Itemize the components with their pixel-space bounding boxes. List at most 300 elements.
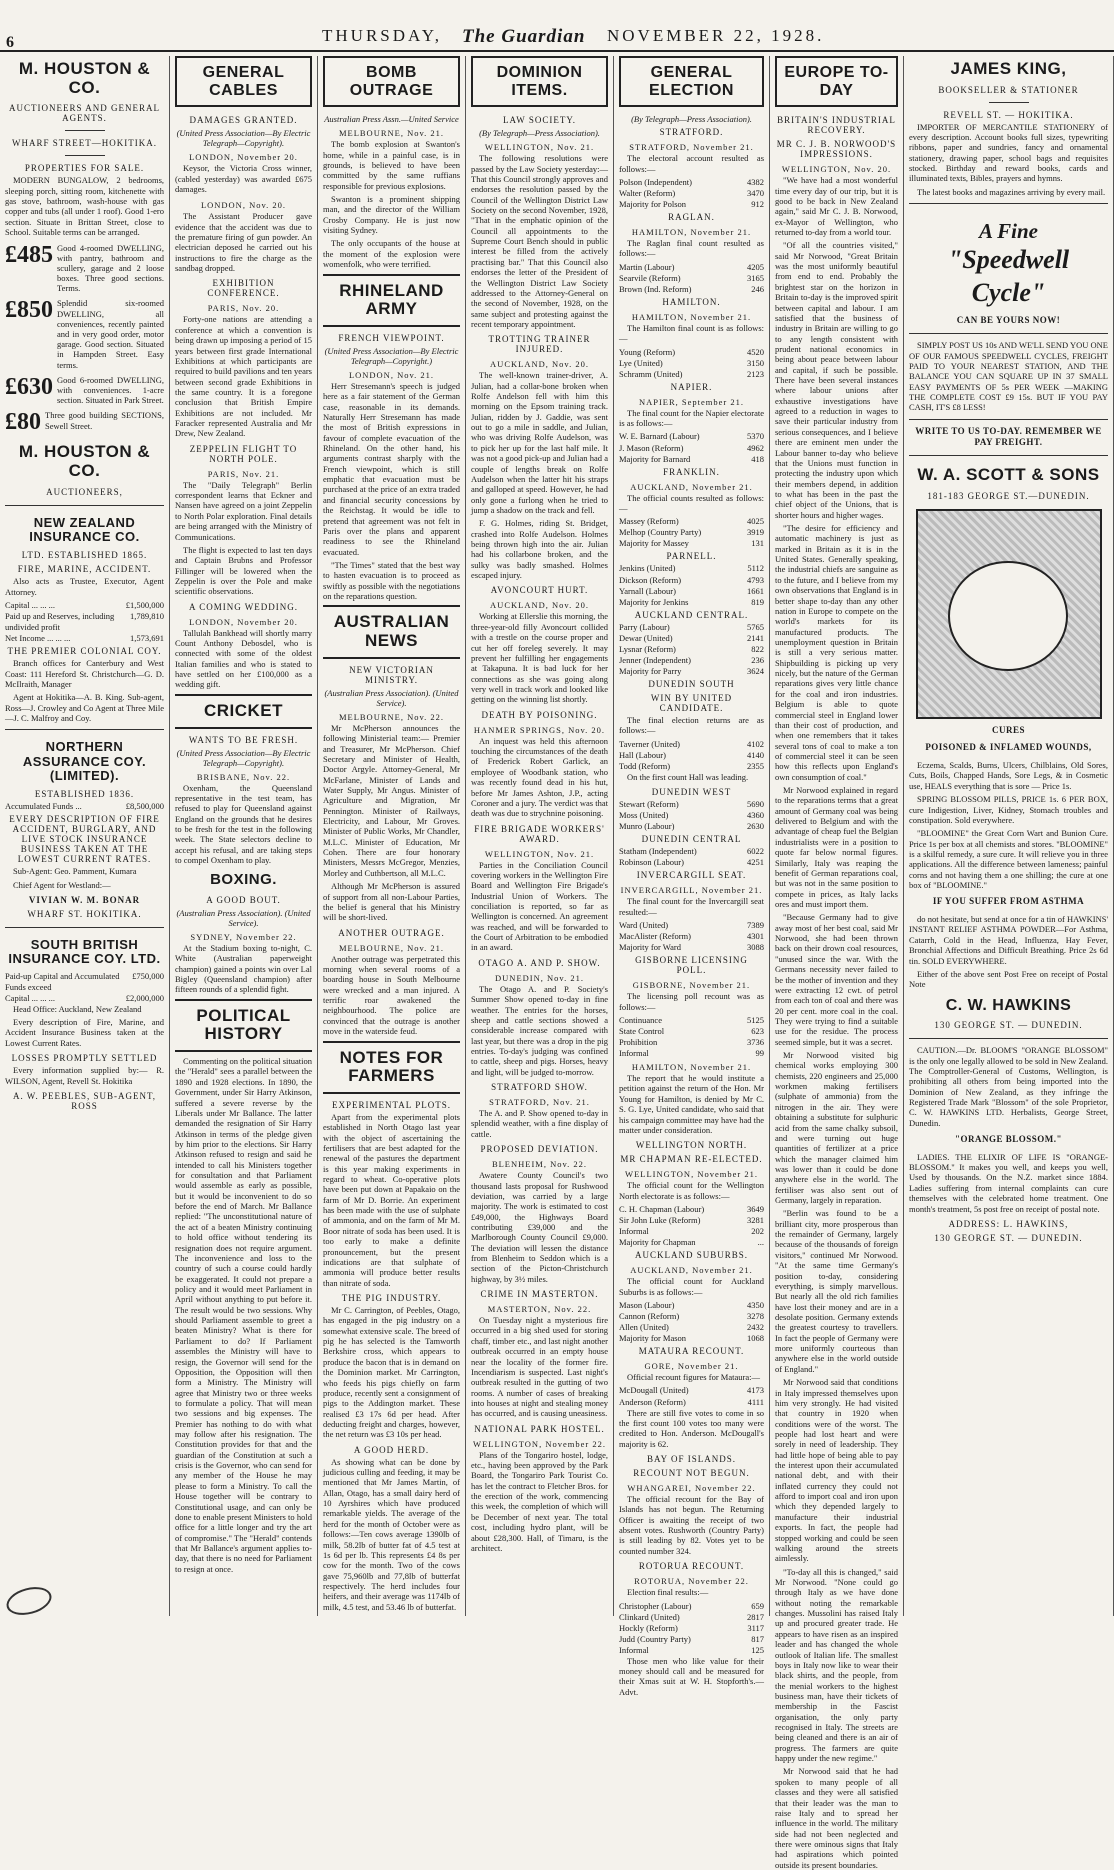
stratford-p: The electoral account resulted as follows:— — [619, 153, 764, 174]
rotorua-sub: ROTORUA RECOUNT. — [638, 1561, 745, 1572]
south-capital-row — [5, 993, 164, 1004]
south-losses: LOSSES PROMPTLY SETTLED — [11, 1053, 158, 1064]
dunedin-p2: On the first count Hall was leading. — [627, 771, 749, 782]
dominion-date-10: WELLINGTON, November 22. — [473, 1438, 606, 1449]
result-row — [619, 369, 764, 380]
boxing-heading: BOXING. — [210, 871, 277, 889]
northern-chief: Chief Agent for Westland:— — [13, 879, 111, 890]
candidate: Majority for Parry — [619, 665, 682, 676]
auckland-suburbs-p: The official count for Auckland Suburbs is as follows:— — [619, 1276, 764, 1297]
french-sub: FRENCH VIEWPOINT. — [338, 332, 445, 343]
candidate: Majority for Jenkins — [619, 596, 689, 607]
james-king-p2: The latest books and magazines arriving by every mail. — [917, 186, 1106, 197]
northern-established: ESTABLISHED 1836. — [34, 789, 135, 800]
chapman-sub: MR CHAPMAN RE-ELECTED. — [620, 1154, 763, 1165]
result-row — [619, 633, 764, 644]
dunedin-central-sub: DUNEDIN CENTRAL — [641, 834, 742, 845]
james-king-sub: BOOKSELLER & STATIONER — [938, 84, 1079, 95]
northern-desc: EVERY DESCRIPTION OF FIRE ACCIDENT, BURGLARY, AND LIVE STOCK INSURANCE BUSINESS TAKEN AT THE LOWEST CURRENT RATES. — [9, 814, 160, 865]
herd-sub: A GOOD HERD. — [353, 1444, 430, 1455]
otago-sub: OTAGO A. AND P. SHOW. — [478, 957, 601, 968]
hamilton-p: The Hamilton final count is as follows:— — [619, 322, 764, 344]
nz-capital-row — [5, 600, 164, 611]
trotting-sub: TROTTING TRAINER INJURED. — [488, 334, 591, 355]
exhibition-sub: EXHIBITION CONFERENCE. — [207, 278, 280, 299]
column-5 — [614, 56, 770, 1697]
cables-p6: Tallulah Bankhead will shortly marry Count Anthony Debosdel, who is connected with some of the oldest Italian families and who is stated to have settled on her £100,000 as a wedding gift. — [175, 627, 312, 690]
candidate: Majority for Ward — [619, 942, 681, 953]
result-row — [619, 920, 764, 931]
candidate: Cannon (Reform) — [619, 1310, 680, 1321]
james-king-address: REVELL ST. — HOKITIKA. — [943, 109, 1074, 120]
invercargill-p: The final count for the Invercargill seat resulted:— — [619, 896, 764, 917]
speedwell-line-2: "Speedwell — [947, 245, 1070, 275]
bomb-date: MELBOURNE, Nov. 21. — [338, 128, 445, 139]
dominion-date-2: AUCKLAND, Nov. 20. — [490, 359, 589, 370]
dominion-p9: Awatere County Council's two thousand lasts proposal for Rushwood deviation, was carried by a large majority. The work is estimated to cost £49,000, the Highways Board contributing £39,000 and the Marlborough County Council £9,000. The deviation will lessen the distance from Blenheim to Seddon which is a section of the Picton-Christchurch highway, by 3½ miles. — [471, 1170, 608, 1284]
result-row — [619, 1645, 764, 1656]
bomb-p2: Swanton is a prominent shipping man, and the director of the William Crosby Company. He is just now visiting Sydney. — [323, 193, 460, 236]
mataura-date: GORE, November 21. — [644, 1361, 739, 1372]
result-row — [619, 188, 764, 199]
candidate: Massey (Reform) — [619, 516, 679, 527]
result-row — [619, 177, 764, 188]
northern-sub-agent: Sub-Agent: Geo. Pamment, Kumara — [13, 866, 137, 877]
mataura-p2: There are still five votes to come in so the first count 100 votes too many were credited to Hon. Anderson. McDougall's majority is 62. — [619, 1407, 764, 1449]
votes: 2141 — [747, 632, 764, 643]
dominion-p6: Parties in the Conciliation Council covering workers in the Wellington Fire Board and Wellington Fire Brigade's Industrial Union of Workers. The conciliation is reported, so far as Wellington is concerned. An agreement was reached, and will be forwarded to the Court of Arbitration to be embodied in an award. — [471, 859, 608, 953]
votes: 2432 — [747, 1322, 764, 1332]
result-row — [619, 1237, 764, 1248]
result-row — [619, 1385, 764, 1396]
votes: 4962 — [747, 442, 764, 453]
cables-date-1: LONDON, November 20. — [189, 152, 298, 163]
poisoned-sub: POISONED & INFLAMED WOUNDS, — [925, 742, 1092, 753]
rhineland-heading: RHINELAND ARMY — [323, 274, 460, 327]
votes: 5370 — [747, 431, 764, 442]
northern-funds-value: £8,500,000 — [125, 801, 164, 812]
candidate: Robinson (Labour) — [619, 857, 684, 868]
votes: 5690 — [747, 799, 764, 810]
stratford-results — [619, 177, 764, 210]
candidate: Hockly (Reform) — [619, 1622, 678, 1633]
ministry-sub: NEW VICTORIAN MINISTRY. — [349, 664, 434, 685]
result-row — [619, 358, 764, 369]
plots-p: Apart from the experimental plots established in North Otago last year with the object of ascertaining the fertilisers that are best adapted for the renewal of the pastures the department is this year making experiments in regard to wheat. Co-operative plots have been put down at Papakaio on the farm of Mr D. Borrie. An experiment has been made with the use of sulphate of ammonia, and on the farm of Mr M. Boor nitrate of soda has been used. It is too early to make a definite pronouncement, but the present indications are that sulphate of ammonia will produce better results than nitrate of soda. — [323, 1111, 460, 1288]
herd-p: As showing what can be done by judicious culling and feeding, it may be mentioned that Mr James Martin, of Allan, Otago, has a small dairy herd of 10 Ayrshires which have produced remarkable yields. The average of the herd for the month of October were as follows:—Ten cows average 1390lb of milk, 58.2lb of butter fat of 4.5 test at 1s 6d per lb. This represents £4 8s per cow for the month. Two of the cows gave 75,960lb and 77,8lb of butterfat respectively. The herd includes four heifers, and their average was 1174lb of milk, 4.5 test, and 53.46 lb of butterfat. — [323, 1456, 460, 1612]
avon-sub: AVONCOURT HURT. — [490, 585, 589, 596]
result-row — [619, 454, 764, 465]
candidate: Stewart (Reform) — [619, 799, 679, 810]
nz-paid-row — [5, 611, 164, 633]
votes: 418 — [751, 453, 764, 464]
result-row — [619, 284, 764, 295]
orange-blossom-logo-image — [916, 509, 1102, 719]
result-row — [619, 644, 764, 655]
nz-premier: THE PREMIER COLONIAL COY. — [7, 646, 162, 657]
dunedin-west-sub: DUNEDIN WEST — [651, 787, 732, 798]
speedwell-line-3: Cycle" — [971, 277, 1046, 307]
hamilton-date: HAMILTON, November 21. — [631, 311, 752, 322]
result-row — [619, 655, 764, 666]
norwood-sub: MR C. J. B. NORWOOD'S IMPRESSIONS. — [776, 139, 897, 160]
cables-credit: (United Press Association—By Electric Telegraph—Copyright). — [176, 128, 311, 149]
cables-date-5: LONDON, November 20. — [189, 616, 298, 627]
cables-date-2: LONDON, Nov. 20. — [200, 200, 287, 211]
auckland-central-sub: AUCKLAND CENTRAL. — [634, 609, 749, 620]
result-row — [619, 527, 764, 538]
votes: ... — [757, 1237, 764, 1248]
result-row — [619, 1215, 764, 1226]
another-outrage-sub: ANOTHER OUTRAGE. — [338, 927, 445, 938]
masthead — [0, 0, 1114, 52]
orange-blossom-sub: "ORANGE BLOSSOM." — [954, 1134, 1062, 1145]
price-485 — [5, 243, 164, 294]
result-row — [619, 931, 764, 942]
votes: 817 — [751, 1633, 764, 1644]
votes: 125 — [751, 1644, 764, 1655]
votes: 822 — [751, 643, 764, 654]
result-row — [619, 262, 764, 273]
houston-heading-2: M. HOUSTON & CO. — [18, 442, 151, 481]
price-80 — [5, 410, 164, 434]
votes: 4173 — [747, 1385, 764, 1396]
boxing-p: At the Stadium boxing to-night, C. White (Australian paperweight champion) gained a points win over Lal Bigley (Queensland champion) after fifteen rounds of a splendid fight. — [175, 942, 312, 995]
votes: 5125 — [747, 1014, 764, 1025]
candidate: McDougall (United) — [619, 1385, 689, 1396]
votes: 3165 — [747, 272, 764, 283]
dominion-p8: The A. and P. Show opened to-day in splendid weather, with a fine display of cattle. — [471, 1108, 608, 1139]
result-row — [619, 575, 764, 586]
votes: 2630 — [747, 821, 764, 832]
properties-heading: PROPERTIES FOR SALE. — [24, 163, 145, 174]
result-row — [619, 1015, 764, 1026]
hawkins-address-label: ADDRESS: L. HAWKINS, — [948, 1218, 1069, 1229]
candidate: C. H. Chapman (Labour) — [619, 1204, 705, 1214]
cricket-p: Oxenham, the Queensland representative in the test team, has refused to play for Queensland against England on the grounds that he desires to be fresh for the test in the following week. The State selectors decline to accept his refusal, and are taking steps to compel Oxenham to play. — [175, 782, 312, 866]
result-row — [619, 1226, 764, 1237]
south-info: Every information supplied by:— R. WILSON, Agent, Revell St. Hokitika — [5, 1065, 164, 1086]
result-row — [619, 1623, 764, 1634]
general-election-heading: GENERAL ELECTION — [619, 56, 764, 107]
wellington-north-sub: WELLINGTON NORTH. — [635, 1140, 748, 1151]
votes: 7389 — [747, 920, 764, 931]
rhineland-credit: (United Press Association—By Electric Telegraph—Copyright.) — [324, 345, 459, 366]
europe-p1: "We have had a most wonderful time every day of our trip, but it is good to be back in New Zealand again," said Mr C. J. B. Norwood, ex-Mayor of Wellington, who returned to-day from a world tour. — [775, 175, 898, 237]
candidate: Allen (United) — [619, 1322, 669, 1332]
auctioneers: AUCTIONEERS, — [46, 486, 123, 497]
votes: 4140 — [747, 749, 764, 760]
candidate: Young (Reform) — [619, 346, 676, 357]
auckland-suburbs-date: AUCKLAND, November 21. — [630, 1265, 753, 1276]
dominion-date-7: STRATFORD, Nov. 21. — [489, 1097, 590, 1108]
price-630-amount: £630 — [5, 373, 53, 400]
result-row — [619, 821, 764, 832]
nz-income-value: 1,573,691 — [130, 633, 164, 644]
candidate: Parry (Labour) — [619, 621, 670, 632]
britain-sub: BRITAIN'S INDUSTRIAL RECOVERY. — [777, 115, 896, 136]
south-capital-label: Capital ... ... ... — [5, 992, 56, 1003]
votes: 3919 — [747, 527, 764, 538]
masthead-date: NOVEMBER 22, 1928. — [607, 26, 825, 45]
price-485-text: Good 4-roomed DWELLING, with pantry, bathroom and scullery, garage and 2 loose boxes. Three good sections. Terms. — [57, 242, 164, 294]
boxing-date: SYDNEY, November 22. — [190, 931, 297, 942]
pig-p: Mr C. Carrington, of Peebles, Otago, has engaged in the pig industry on a somewhat extensive scale. The breed of pig he has selected is the Tamworth Berkshire cross, which appears to produce the bacon that is in demand on the Dominion market. Mr Carrington, who feeds his pigs chiefly on farm produce, recently sent a consignment of pigs to the Addington market. These realised £3 17s 6d per head. After deducting freight and charges, however, the net return was £3 10s per head. — [323, 1304, 460, 1440]
candidate: J. Mason (Reform) — [619, 442, 684, 453]
votes: 3624 — [747, 665, 764, 676]
rhineland-p2: "The Times" stated that the best way to hasten evacuation is to proceed as swiftly as possible with the negotiations on the reparations question. — [323, 559, 460, 602]
votes: 1661 — [747, 585, 764, 596]
column-4 — [466, 56, 614, 1616]
nz-established: LTD. ESTABLISHED 1865. — [21, 550, 148, 561]
death-sub: DEATH BY POISONING. — [481, 709, 598, 720]
result-row — [619, 1601, 764, 1612]
candidate: Taverner (United) — [619, 738, 680, 749]
candidate: Majority for Polson — [619, 199, 687, 209]
cables-p1: Keysor, the Victoria Cross winner, (cabled yesterday) was awarded £675 damages. — [175, 163, 312, 194]
fire-sub: FIRE BRIGADE WORKERS' AWARD. — [474, 823, 605, 844]
candidate: Dewar (United) — [619, 632, 673, 643]
political-history-heading: POLITICAL HISTORY — [175, 999, 312, 1052]
northern-wharf: WHARF ST. HOKITIKA. — [27, 909, 142, 920]
nz-trustee: Also acts as Trustee, Executor, Agent Attorney. — [5, 576, 164, 597]
candidate: W. E. Barnard (Labour) — [619, 431, 700, 442]
speedwell-yours: CAN BE YOURS NOW! — [956, 315, 1061, 326]
australian-news-heading: AUSTRALIAN NEWS — [323, 605, 460, 658]
candidate: Brown (Ind. Reform) — [619, 283, 692, 294]
park-sub: NATIONAL PARK HOSTEL. — [474, 1423, 605, 1434]
votes: 3117 — [747, 1622, 764, 1633]
dominion-p2: The well-known trainer-driver, A. Julian, had a collar-bone broken when Rolfe Andelson fell with him this morning on the Epsom training track. Julian, ridden by J. Gaddie, was sent out to go a mile in saddle, and Julian, who was driving Rolfe Audelson, was to pick her up for the last half mile. It was not a good pick-up and Julian had a couple of lengths break on Rolfe Audelson when the latter hit his straps and galloped at speed. However, he had only gone a furlong when he tried to jump a shadow on the track and fell. — [471, 370, 608, 515]
south-head-office: Head Office: Auckland, New Zealand — [13, 1003, 142, 1014]
south-desc: Every description of Fire, Marine, and Accident Insurance Business taken at the Lowest Current Rates. — [5, 1017, 164, 1048]
votes: 3278 — [747, 1310, 764, 1321]
asthma-p: do not hesitate, but send at once for a tin of HAWKINS' INSTANT RELIEF ASTHMA POWDER—For Asthma, Catarrh, Cold in the Head, Influenza, Hay Fever, Bronchial Affections and Difficult Breathing. Price 2s 6d tin. SOLD EVERYWHERE. — [909, 914, 1108, 966]
votes: 4350 — [747, 1299, 764, 1310]
raglan-date: HAMILTON, November 21. — [631, 227, 752, 238]
stopforth-advt: Those men who like value for their money should call and be measured for their Xmas suit at W. H. Stopforth's.—Advt. — [619, 1655, 764, 1697]
votes: 4111 — [747, 1396, 764, 1407]
votes: 2123 — [747, 368, 764, 379]
votes: 3281 — [747, 1215, 764, 1226]
result-row — [619, 1612, 764, 1623]
result-row — [619, 1311, 764, 1322]
south-peebles: A. W. PEEBLES, SUB-AGENT, ROSS — [12, 1090, 157, 1111]
rotorua-p: Election final results:— — [627, 1587, 709, 1598]
candidate: Hall (Labour) — [619, 749, 666, 760]
europe-p7: "Berlin was found to be a brilliant city, more prosperous than the remainder of Germany, largely because of the thousands of foreign visitors," continued Mr Norwood. "At the same time Germany's position to-day, considering everything, is simply marvellous. But nearly all the old rich families have lost their money and are in a desolate position. Germany extends the greatest courtesy to travellers. In fact the people of Germany were more uniformly courteous than anywhere else in the world outside of England." — [775, 1208, 898, 1374]
result-row — [619, 1397, 764, 1408]
result-row — [619, 597, 764, 608]
rhineland-p1: Herr Stresemann's speech is judged here as a fair statement of the German case, reasonable in its demands. Naturally Herr Stresemann has made the most of British expressions in favour of complete evacuation of the Rhineland. On the other hand, his arguments contrast sharply with the French viewpoint, which is still emphatic that evacuation must be purchased at the price of an extra traded and financial security concessions by the Reichstag. It would be idle to pretend that agreement was not felt in Paris over the plans and apparent readiness to see the Rhineland evacuated. — [323, 380, 460, 557]
result-row — [619, 666, 764, 677]
gisborne-p: The licensing poll recount was as follows:— — [619, 991, 764, 1012]
price-850-text: Splendid six-roomed DWELLING, all conveniences, recently painted and in very good order, motor garage. Good section. Situated in Hampden Street. Easy terms. — [57, 298, 164, 370]
votes: 659 — [751, 1600, 764, 1611]
rhineland-date: LONDON, Nov. 21. — [348, 369, 435, 380]
result-row — [619, 799, 764, 810]
hawkins-heading: C. W. HAWKINS — [945, 996, 1072, 1014]
another-date: MELBOURNE, Nov. 21. — [338, 942, 445, 953]
candidate: Majority for Massey — [619, 538, 689, 549]
result-row — [619, 443, 764, 454]
bomb-credit: Australian Press Assn.—United Service — [324, 114, 459, 125]
raglan-sub: RAGLAN. — [668, 212, 715, 223]
bay-islands-sub: BAY OF ISLANDS. — [646, 1453, 737, 1464]
dunedin-south-sub: DUNEDIN SOUTH — [648, 678, 735, 689]
cables-date-3: PARIS, Nov. 20. — [207, 303, 280, 314]
price-80-amount: £80 — [5, 409, 41, 436]
south-paid-label: Paid-up Capital and Accumulated Funds exceed — [5, 970, 120, 992]
result-row — [619, 1048, 764, 1059]
zeppelin-sub: ZEPPELIN FLIGHT TO NORTH POLE. — [189, 443, 298, 464]
whangarei-p: The official recount for the Bay of Islands has not begun. The Returning Officer is awaiting the receipt of two absent votes. Rushworth (Country Party) is still leading by 82. Votes yet to be counted number 324. — [619, 1493, 764, 1556]
speedwell-ad-title — [909, 218, 1108, 309]
nz-insurance-heading: NEW ZEALAND INSURANCE CO. — [29, 514, 140, 545]
south-paid-row — [5, 971, 164, 993]
price-630 — [5, 375, 164, 406]
win-sub: WIN BY UNITED CANDIDATE. — [650, 692, 733, 713]
bomb-outrage-heading: BOMB OUTRAGE — [323, 56, 460, 107]
result-row — [619, 1204, 764, 1215]
dominion-p4: Working at Ellerslie this morning, the three-year-old filly Avoncourt collided with a trestle on the course proper and cut her off foreleg severely. It may prevent her fulfilling her engagements at Takapuna. It is bad luck for her connections as she was going along very well in track work and looked like getting on the winning list shortly. — [471, 611, 608, 705]
europe-p5: "Because Germany had to give away most of her best coal, said Mr Norwood, she had been thrown back on their drown coal resources, "unused since the war. With the Germans necessity never failed to be the mother of invention and they were extracting 12 cwt. of petrol from each ton of coal and there was 20 per cent. more coal in the coal. They were trying to find a suitable use for the residue. The process seemed simple, but it was a secret. — [775, 912, 898, 1047]
votes: 623 — [751, 1025, 764, 1036]
result-row — [619, 739, 764, 750]
nz-agent: Agent at Hokitika—A. B. King. Sub-agent, Ross—J. Crowley and Co Agent at Three Mile—J. C. Malfroy and Coy. — [5, 692, 164, 724]
northern-funds-row — [5, 801, 164, 812]
europe-date: WELLINGTON, Nov. 20. — [781, 164, 892, 175]
dominion-date-3: AUCKLAND, Nov. 20. — [490, 600, 589, 611]
result-row — [619, 199, 764, 210]
result-row — [619, 516, 764, 527]
parnell-sub: PARNELL. — [666, 551, 717, 562]
candidate: Dickson (Reform) — [619, 574, 682, 585]
votes: 3649 — [747, 1204, 764, 1214]
mataura-p: Official recount figures for Mataura:— — [627, 1372, 760, 1383]
votes: 3736 — [747, 1037, 764, 1048]
candidate: Ward (United) — [619, 920, 669, 931]
dominion-credit: (By Telegraph—Press Association). — [479, 128, 600, 139]
candidate: Searvile (Reform) — [619, 272, 681, 283]
bomb-p3: The only occupants of the house at the moment of the explosion were womenfolk, who were terrified. — [323, 238, 460, 270]
candidate: Munro (Labour) — [619, 821, 675, 832]
dominion-p11: Plans of the Tongariro hostel, lodge, etc., having been approved by the Park Board, the Tongariro Park Tourist Co. has let the contract to Fletcher Bros. for the erection of the work, commencing this week, the completion of which will be December of next year. The total cost, including hydro plant, will be about £28,300. Hall, of Timaru, is the architect. — [471, 1449, 608, 1553]
dominion-p10: On Tuesday night a mysterious fire occurred in a big shed used for storing chaff, timber etc., and last night another outbreak occurred in an empty house near the locality of the former fire. Incendiarism is suspected. Last night's outbreak resulted in the gutting of two rooms. A number of cases of breaking into houses at night and stealing money has occurred, and is causing uneasiness. — [471, 1315, 608, 1419]
candidate: Moss (United) — [619, 810, 669, 821]
candidate: Informal — [619, 1048, 649, 1059]
cables-p2: The Assistant Producer gave evidence that the accident was due to the premature firing of gun powder. An electrician deposed he carried out his instructions to fire the charge as the sandbag dropped. — [175, 211, 312, 274]
election-credit: (By Telegraph—Press Association). — [631, 114, 752, 125]
bomb-p1: The bomb explosion at Swanton's home, while in a painful case, is in grounds, is believed to have been committed by the same ruffians responsible for previous explosions. — [323, 139, 460, 191]
dominion-date-8: BLENHEIM, Nov. 22. — [491, 1159, 588, 1170]
column-1 — [0, 56, 170, 1616]
scott-heading: W. A. SCOTT & SONS — [917, 465, 1100, 485]
south-paid-value: £750,000 — [132, 970, 164, 981]
votes: 4102 — [747, 738, 764, 749]
result-row — [619, 1333, 764, 1344]
nz-paid-value: 1,789,810 — [130, 611, 164, 622]
votes: 3470 — [747, 187, 764, 198]
napier-p: The final count for the Napier electorate is as follows:— — [619, 407, 764, 429]
gisborne-sub: GISBORNE LICENSING POLL. — [635, 955, 748, 976]
recount-sub: RECOUNT NOT BEGUN. — [633, 1467, 750, 1478]
result-row — [619, 622, 764, 633]
europe-p6: Mr Norwood visited big chemical works employing 300 chemists, 220 engineers and 25,000 workmen making fertilisers (sulphate of ammonia) from the nitrogen in the air. They were obtaining a substitute for sulphuric acid from the same chalky subsoil, and were turning out huge quantities of fertilizer at a price which the manager claimed him was lower than it could be done anywhere else in the world. The fertiliser was also sent out of Germany, largely in reparation. — [775, 1050, 898, 1206]
franklin-date: AUCKLAND, November 21. — [630, 481, 753, 492]
fresh-sub: WANTS TO BE FRESH. — [188, 734, 299, 745]
result-row — [619, 1300, 764, 1311]
raglan-p: The Raglan final count resulted as follows:— — [619, 238, 764, 259]
column-3 — [318, 56, 466, 1616]
australian-date: MELBOURNE, Nov. 22. — [338, 711, 445, 722]
ladies-p: LADIES. THE ELIXIR OF LIFE IS "ORANGE-BLOSSOM." It makes you well, and keeps you well, Used by thousands. On the N.Z. market since 1884. Ladies suffering from internal complaints can cure themselves with the celebrated home treatment. One month's treatment, 5s post free on receipt of postal note. — [909, 1151, 1108, 1214]
nz-income-label: Net Income ... ... ... — [5, 633, 71, 644]
result-row — [619, 857, 764, 868]
franklin-sub: FRANKLIN. — [663, 466, 720, 477]
dominion-date-9: MASTERTON, Nov. 22. — [487, 1304, 592, 1315]
invercargill-date: INVERCARGILL, November 21. — [620, 885, 763, 896]
dunedin-p: The final election returns are as follows:— — [619, 714, 764, 736]
boxing-credit: (Australian Press Association). (United Service). — [176, 907, 311, 928]
hawkins-address: 130 GEORGE ST. — DUNEDIN. — [934, 1020, 1083, 1031]
votes: 246 — [751, 283, 764, 294]
price-485-amount: £485 — [5, 241, 53, 268]
notes-farmers-heading: NOTES FOR FARMERS — [323, 1041, 460, 1094]
cures-sub: CURES — [991, 724, 1025, 735]
speedwell-write: WRITE TO US TO-DAY. REMEMBER WE PAY FREIGHT. — [915, 425, 1102, 448]
another-p: Another outrage was perpetrated this morning when several rooms of a boarding house in South Melbourne were wrecked and a man injured. A terrific roar awakened the neighbourhood. The police are convinced that the outrage is another move in the waterside feud. — [323, 953, 460, 1037]
candidate: Majority for Mason — [619, 1333, 687, 1344]
europe-p4: Mr Norwood explained in regard to the reparations terms that a great amount of Germany coal was being delivered to Belgium and with the advantage of cheap fuel the Belgian industrialists were in a position to quote far below normal figures. Similarly, Italy was reaping the benefit of German reparations coal, but was not in the same position to compete in prices, as Italy lacks ores and must import them. — [775, 785, 898, 909]
result-row — [619, 347, 764, 358]
dominion-p7: The Otago A. and P. Society's Summer Show opened to-day in fine weather. The entries for the horses, sheep and cattle sections showed a considerable increase compared with last year, but there was a drop in the pig entries. To-day's judging was confined to cattle, sheep and pigs. Horses, heavy and light, will be judged to-morrow. — [471, 983, 608, 1077]
votes: 819 — [751, 596, 764, 607]
candidate: Jenner (Independent) — [619, 654, 691, 665]
votes: 4382 — [747, 176, 764, 187]
votes: 99 — [755, 1048, 764, 1059]
candidate: State Control — [619, 1025, 665, 1036]
nz-capital-label: Capital ... ... ... — [5, 600, 56, 611]
votes: 236 — [751, 654, 764, 665]
stratford-date: STRATFORD, November 21. — [629, 142, 754, 153]
column-7 — [904, 56, 1114, 1616]
candidate: Jenkins (United) — [619, 563, 676, 574]
newspaper-title: The Guardian — [462, 26, 586, 47]
votes: 4520 — [747, 346, 764, 357]
candidate: Walter (Reform) — [619, 187, 676, 198]
votes: 6022 — [747, 846, 764, 857]
deviation-sub: PROPOSED DEVIATION. — [480, 1144, 599, 1155]
result-row — [619, 942, 764, 953]
candidate: Martin (Labour) — [619, 261, 675, 272]
candidate: Lye (United) — [619, 357, 663, 368]
price-850 — [5, 298, 164, 369]
hawkins-address-2: 130 GEORGE ST. — DUNEDIN. — [934, 1232, 1083, 1243]
dominion-date-6: DUNEDIN, Nov. 21. — [495, 972, 584, 983]
australian-credit: (Australian Press Association). (United Service). — [324, 687, 459, 708]
result-row — [619, 810, 764, 821]
candidate: Sir John Luke (Reform) — [619, 1215, 701, 1226]
mataura-sub: MATAURA RECOUNT. — [638, 1346, 745, 1357]
nz-fire: FIRE, MARINE, ACCIDENT. — [17, 564, 152, 575]
votes: 2817 — [747, 1611, 764, 1622]
result-row — [619, 538, 764, 549]
result-row — [619, 586, 764, 597]
cables-date-4: PARIS, Nov. 21. — [207, 468, 280, 479]
bungalow-ad: MODERN BUNGALOW, 2 bedrooms, sleeping porch, sitting room, kitchenette with gas stove, bathroom, wash-house with gas copper and tubs (all under 1 roof). Good 1-ero section. Situate in Brittan Street, close to School. Suitable terms can be arranged. — [5, 175, 164, 238]
houston-sub: AUCTIONEERS AND GENERAL AGENTS. — [9, 103, 160, 124]
